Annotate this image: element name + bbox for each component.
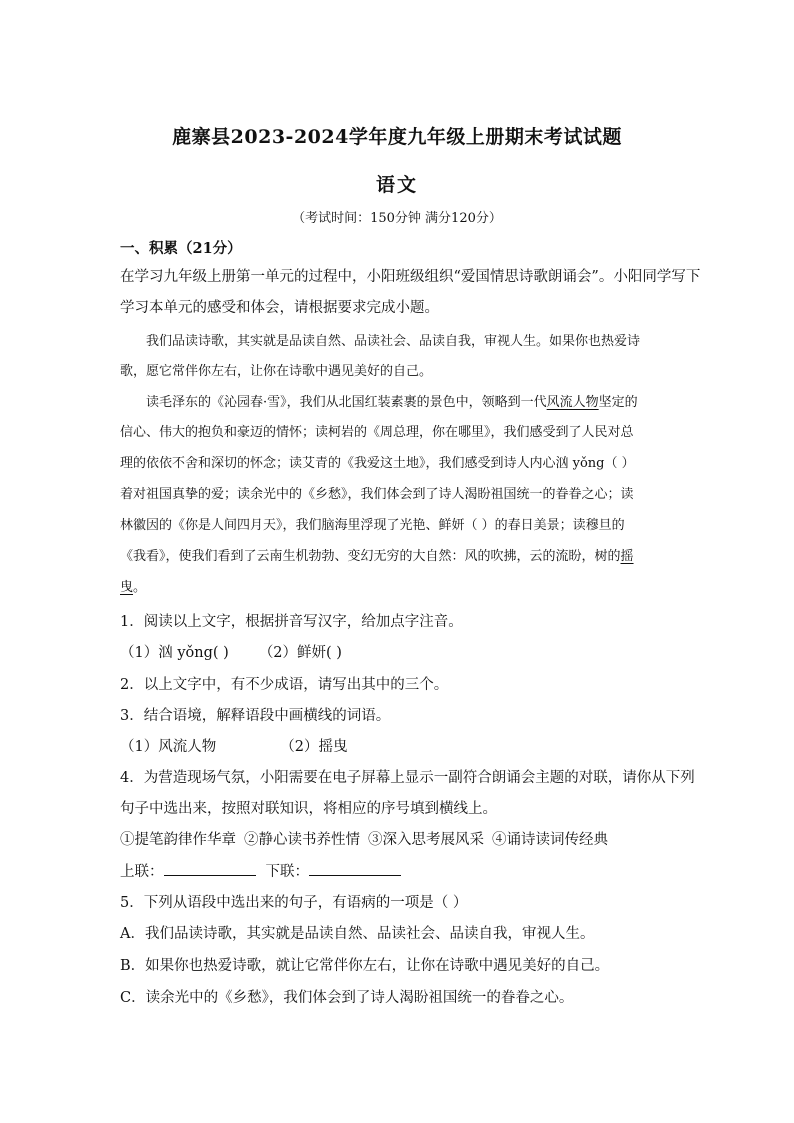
- subject-title: 语文: [375, 174, 418, 196]
- option-1: ①提笔韵律作华章: [120, 832, 236, 848]
- question-5: 5．下列从语段中选出来的句子，有语病的一项是（ ）: [120, 895, 468, 911]
- passage-line-8: [120, 547, 675, 567]
- passage-line-9: [120, 578, 675, 598]
- passage-line-1: 我们品读诗歌，其实就是品读自然、品读社会、品读自我，审视人生。如果你也热爱诗: [146, 334, 641, 349]
- upper-couplet-blank[interactable]: [164, 861, 256, 876]
- question-4-line-1: 4．为营造现场气氛，小阳需要在电子屏幕上显示一副符合朗诵会主题的对联，请你从下列: [120, 770, 695, 786]
- question-4-answer-line: [120, 861, 675, 882]
- question-3: 3．结合语境，解释语段中画横线的词语。: [120, 708, 391, 724]
- passage-line-7: 林徽因的《你是人间四月天》，我们脑海里浮现了光艳、鲜妍（ ）的春日美景；读穆旦的: [120, 518, 625, 533]
- section-heading: 一、积累（21分）: [120, 240, 242, 257]
- passage-line-3: [146, 393, 701, 413]
- question-4-line-2: 句子中选出来，按照对联知识，将相应的序号填到横线上。: [120, 801, 497, 817]
- passage-text: 。: [133, 580, 147, 595]
- underlined-word: 摇: [620, 549, 634, 564]
- underlined-word: 曳: [120, 580, 134, 595]
- passage-line-2: 歌，愿它常伴你左右，让你在诗歌中遇见美好的自己。: [120, 364, 433, 379]
- exam-title: 鹿寨县2023-2024学年度九年级上册期末考试试题: [172, 126, 622, 148]
- question-3-part-2: （2）摇曳: [280, 739, 348, 755]
- exam-info: （考试时间：150分钟 满分120分）: [292, 211, 502, 226]
- lower-couplet-blank[interactable]: [309, 861, 401, 876]
- passage-line-5: 理的依依不舍和深切的怀念；读艾青的《我爱这土地》，我们感受到诗人内心汹 yǒng（ ）: [120, 456, 635, 471]
- question-5-option-c: C．读余光中的《乡愁》，我们体会到了诗人渴盼祖国统一的眷眷之心。: [120, 990, 574, 1006]
- question-3-items: [120, 737, 675, 757]
- question-1-items: [120, 643, 675, 663]
- lower-couplet-label: 下联：: [265, 864, 309, 880]
- passage-line-4: 信心、伟大的抱负和豪迈的情怀；读柯岩的《周总理，你在哪里》，我们感受到了人民对总: [120, 425, 634, 440]
- question-5-option-a: A．我们品读诗歌，其实就是品读自然、品读社会、品读自我，审视人生。: [120, 926, 595, 942]
- passage-text: 读毛泽东的《沁园春·雪》，我们从北国红装素裹的景色中，领略到一代: [146, 395, 547, 410]
- question-1-part-1: （1）汹 yǒng( ): [120, 645, 229, 661]
- question-2: 2．以上文字中，有不少成语，请写出其中的三个。: [120, 677, 449, 693]
- passage-text: 《我看》，使我们看到了云南生机勃勃、变幻无穷的大自然：风的吹拂，云的流盼，树的: [120, 549, 621, 564]
- question-1-part-2: （2）鲜妍( ): [258, 645, 342, 661]
- passage-line-6: 着对祖国真挚的爱；读余光中的《乡愁》，我们体会到了诗人渴盼祖国统一的眷眷之心；读: [120, 487, 634, 502]
- question-1: 1．阅读以上文字，根据拼音写汉字，给加点字注音。: [120, 614, 463, 630]
- question-3-part-1: （1）风流人物: [120, 739, 217, 755]
- question-4-options: [120, 830, 675, 850]
- underlined-word: 风流人物: [546, 395, 599, 410]
- option-4: ④诵诗读词传经典: [492, 832, 608, 848]
- intro-line-1: 在学习九年级上册第一单元的过程中，小阳班级组织“爱国情思诗歌朗诵会”。小阳同学写下: [120, 269, 701, 285]
- option-2: ②静心读书养性情: [244, 832, 360, 848]
- passage-text: 坚定的: [598, 395, 638, 410]
- upper-couplet-label: 上联：: [120, 864, 164, 880]
- question-5-option-b: B．如果你也热爱诗歌，就让它常伴你左右，让你在诗歌中遇见美好的自己。: [120, 958, 610, 974]
- option-3: ③深入思考展风采: [368, 832, 484, 848]
- intro-line-2: 学习本单元的感受和体会，请根据要求完成小题。: [120, 300, 439, 316]
